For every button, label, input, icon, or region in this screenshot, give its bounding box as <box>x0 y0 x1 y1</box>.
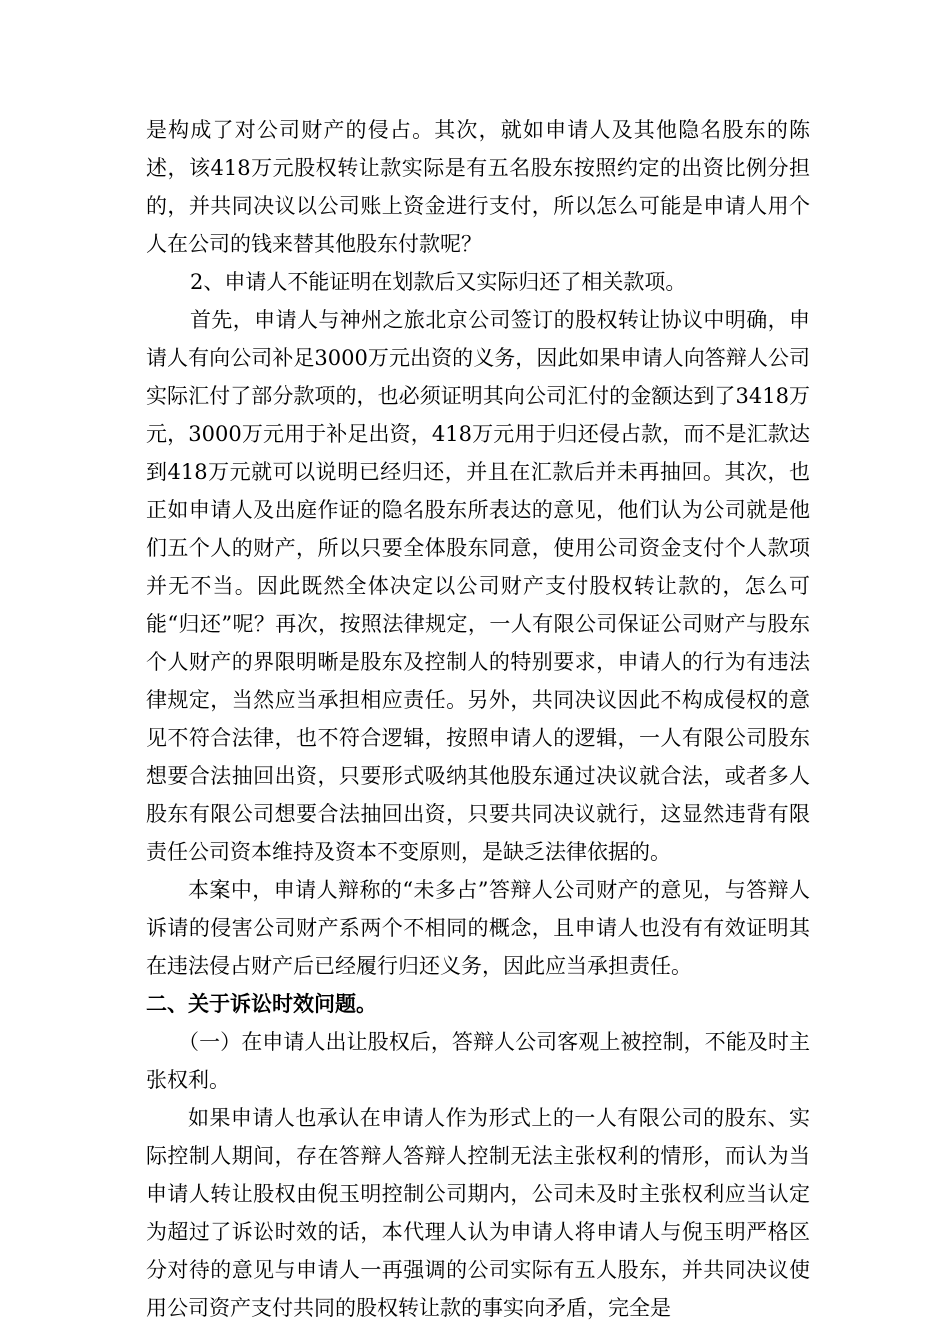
paragraph-in-this-case: 本案中，申请人辩称的“未多占”答辩人公司财产的意见，与答辩人诉请的侵害公司财产系两个不相同的概念，且申请人也没有有效证明其在违法侵占财产后已经履行归还义务，因此应当承担责任。 <box>146 878 810 978</box>
section-heading-statute-of-limitations: 二、关于诉讼时效问题。 <box>146 991 377 1016</box>
paragraph-if-applicant: 如果申请人也承认在申请人作为形式上的一人有限公司的股东、实际控制人期间，存在答辩人答辩人控制无法主张权利的情形，而认为当申请人转让股权由倪玉明控制公司期内，公司未及时主张权利应当认定为超过了诉讼时效的话，本代理人认为申请人将申请人与倪玉明严格区分对待的意见与申请人一再强调的公司实际有五人股东，并共同决议使用公司资产支付共同的股权转让款的事实向矛盾，完全是 <box>146 1106 810 1320</box>
paragraph-point-2: 2、申请人不能证明在划款后又实际归还了相关款项。 <box>190 270 687 294</box>
paragraph-subpoint-1: （一）在申请人出让股权后，答辩人公司客观上被控制，不能及时主张权利。 <box>146 1030 810 1092</box>
paragraph-continuation: 是构成了对公司财产的侵占。其次，就如申请人及其他隐名股东的陈述，该418万元股权转让款实际是有五名股东按照约定的出资比例分担的，并共同决议以公司账上资金进行支付，所以怎么可能是申请人用个人在公司的钱来替其他股东付款呢？ <box>146 118 810 256</box>
paragraph-firstly: 首先，申请人与神州之旅北京公司签订的股权转让协议中明确，申请人有向公司补足3000万元出资的义务，因此如果申请人向答辩人公司实际汇付了部分款项的，也必须证明其向公司汇付的金额达到了3418万元，3000万元用于补足出资，418万元用于归还侵占款，而不是汇款达到418万元就可以说明已经归还，并且在汇款后并未再抽回。其次，也正如申请人及出庭作证的隐名股东所表达的意见，他们认为公司就是他们五个人的财产，所以只要全体股东同意，使用公司资金支付个人款项并无不当。因此既然全体决定以公司财产支付股权转让款的，怎么可能“归还”呢？再次，按照法律规定，一人有限公司保证公司财产与股东个人财产的界限明晰是股东及控制人的特别要求，申请人的行为有违法律规定，当然应当承担相应责任。另外，共同决议因此不构成侵权的意见不符合法律，也不符合逻辑，按照申请人的逻辑，一人有限公司股东想要合法抽回出资，只要形式吸纳其他股东通过决议就合法，或者多人股东有限公司想要合法抽回出资，只要共同决议就行，这显然违背有限责任公司资本维持及资本不变原则，是缺乏法律依据的。 <box>146 308 810 864</box>
document-body <box>146 111 810 1327</box>
